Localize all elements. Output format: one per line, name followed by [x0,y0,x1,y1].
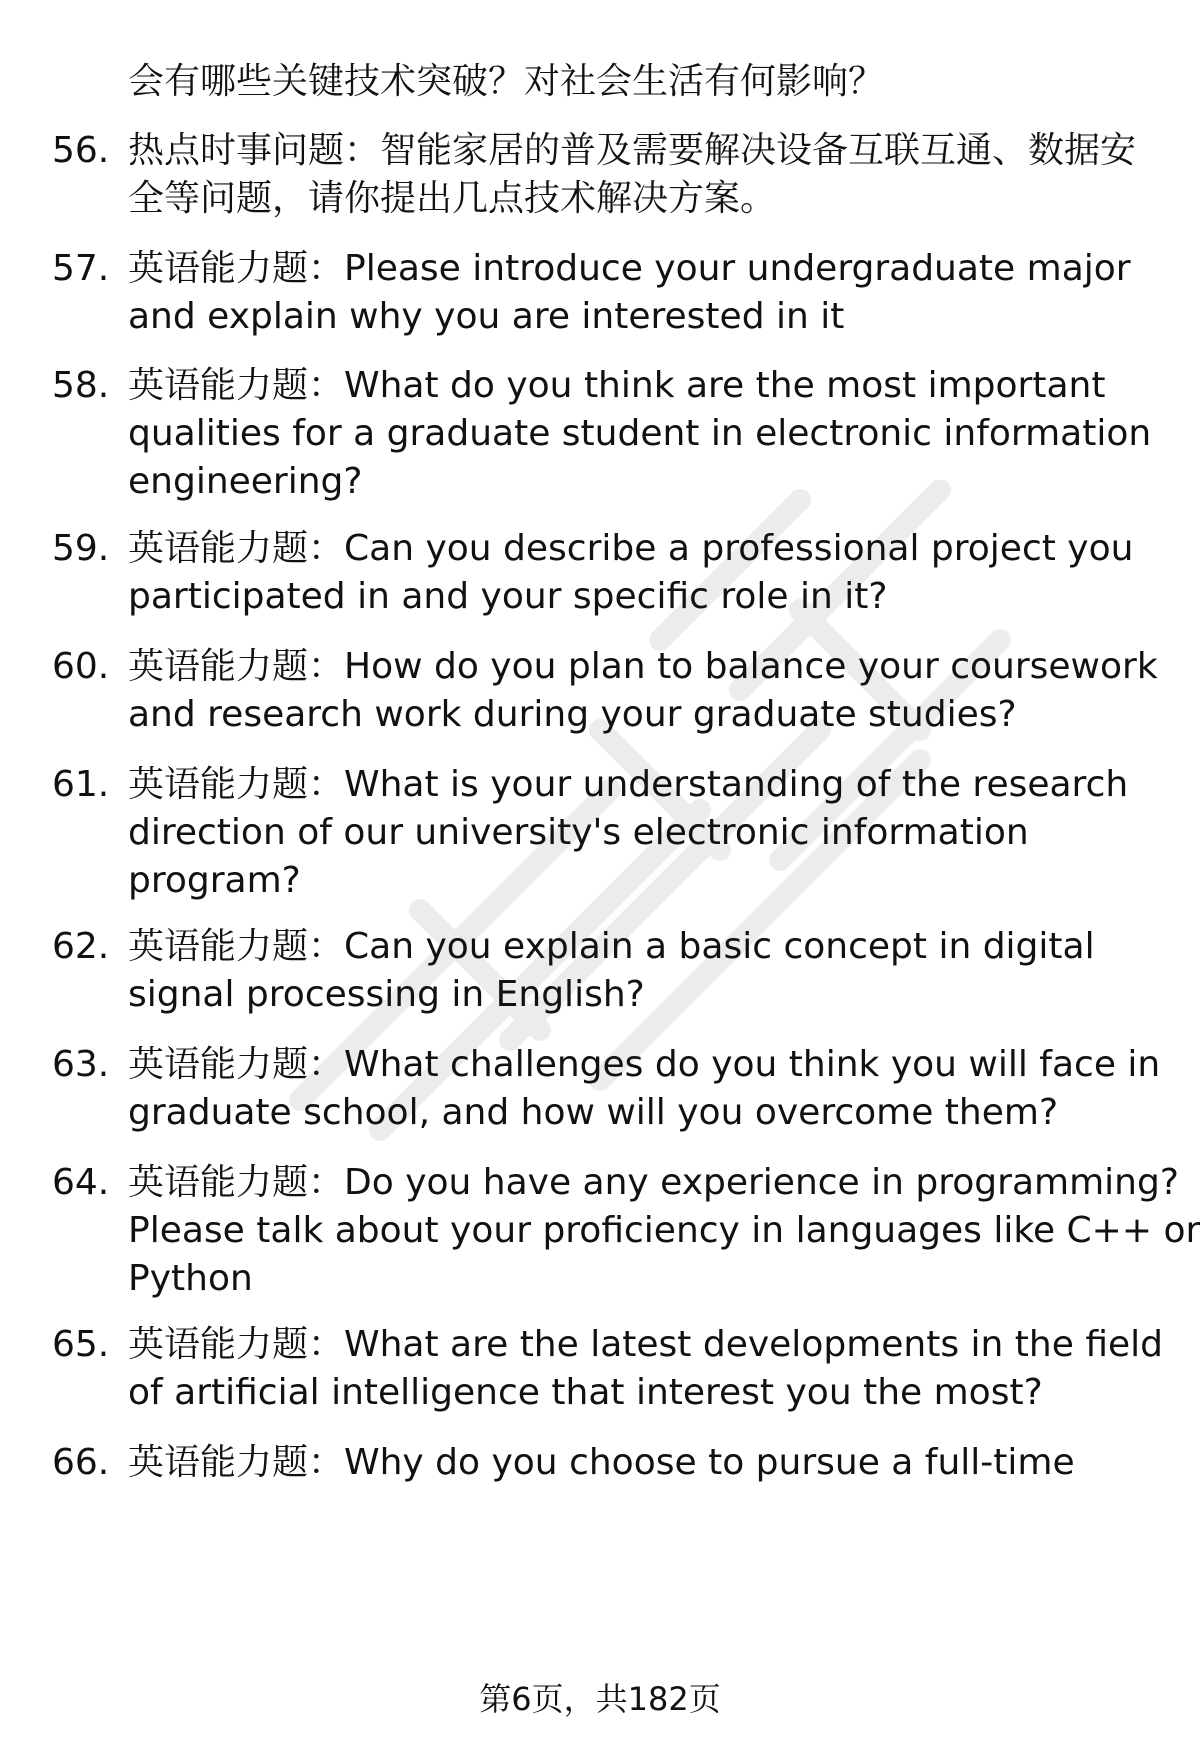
question-text [128,245,1158,341]
question-line: direction of our university's electronic information [128,812,1029,853]
question-text [128,1041,1161,1137]
question-line: 热点时事问题：智能家居的普及需要解决设备互联互通、数据安 [128,130,1137,171]
question-line: graduate school, and how will you overcome them? [128,1092,1059,1133]
question-line: signal processing in English? [128,974,645,1015]
question-line: 英语能力题：Can you describe a professional project you [128,528,1134,569]
question-number: 66. [52,1442,110,1483]
question-text [128,923,1158,1019]
question-text [128,127,1158,223]
question-text [128,643,1158,739]
question-line: Python [128,1258,253,1299]
question-line: engineering? [128,461,363,502]
question-line: participated in and your specific role in it? [128,576,888,617]
question-line: 英语能力题：What do you think are the most important [128,365,1106,406]
continued-question-text: 会有哪些关键技术突破？对社会生活有何影响？ [128,61,885,102]
question-number: 63. [52,1044,110,1085]
question-line: qualities for a graduate student in electronic information [128,413,1152,454]
question-line: 英语能力题：Please introduce your undergraduate major [128,248,1131,289]
question-text [128,761,1158,905]
question-text [128,362,1158,506]
question-number: 56. [52,130,110,171]
question-number: 65. [52,1324,110,1365]
question-number: 60. [52,646,110,687]
question-number: 59. [52,528,110,569]
question-number: 64. [52,1162,110,1203]
question-text [128,1321,1164,1417]
question-line: program? [128,860,301,901]
question-line: 英语能力题：What challenges do you think you will face in [128,1044,1161,1085]
question-number: 61. [52,764,110,805]
question-text [128,1159,1200,1303]
question-line: 英语能力题：How do you plan to balance your coursework [128,646,1158,687]
question-line: 英语能力题：Can you explain a basic concept in digital [128,926,1095,967]
question-line: 英语能力题：What are the latest developments in the field [128,1324,1164,1365]
page-footer: 第6页，共182页 [479,1680,721,1718]
question-line: 英语能力题：What is your understanding of the research [128,764,1129,805]
question-number: 57. [52,248,110,289]
question-line: Please talk about your proficiency in languages like C++ or [128,1210,1200,1251]
question-number: 62. [52,926,110,967]
question-line: of artificial intelligence that interest you the most? [128,1372,1043,1413]
question-number: 58. [52,365,110,406]
question-line: 英语能力题：Why do you choose to pursue a full-time [128,1442,1075,1483]
question-text [128,1439,1158,1487]
question-line: 全等问题，请你提出几点技术解决方案。 [128,178,777,219]
question-line: 英语能力题：Do you have any experience in programming? [128,1162,1179,1203]
question-line: and research work during your graduate studies? [128,694,1017,735]
question-text [128,525,1158,621]
question-line: and explain why you are interested in it [128,296,845,337]
